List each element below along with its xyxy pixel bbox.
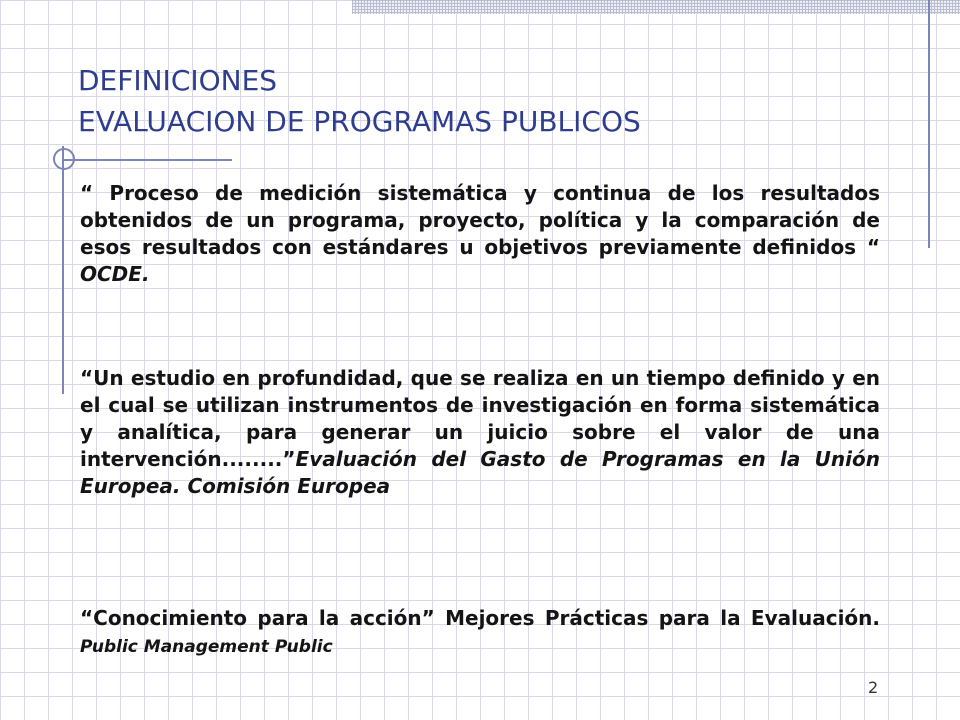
- definition-ocde-text: “ Proceso de medición sistemática y continua de los resultados obtenidos de un programa, proyecto, política y la comparación de esos resultados con estándares u objetivos previamente definidos “: [80, 181, 880, 259]
- decorative-top-band: [352, 0, 960, 14]
- definition-conocimiento-source: Public Management Public: [80, 637, 333, 657]
- definition-comision-europea-source: Evaluación del Gasto de Programas en la Unión Europea. Comisión Europea: [80, 447, 880, 498]
- page-number: 2: [868, 678, 879, 697]
- decorative-title-rule: [62, 159, 232, 161]
- definition-conocimiento: [80, 605, 880, 661]
- decorative-right-rule: [928, 0, 930, 248]
- slide-title: [78, 60, 641, 142]
- decorative-circle-icon: [53, 148, 75, 170]
- definition-comision-europea: [80, 365, 880, 500]
- slide-title-line-1: DEFINICIONES: [78, 64, 278, 97]
- definition-comision-europea-text: “Un estudio en profundidad, que se realiza en un tiempo definido y en el cual se utilizan instrumentos de investigación en forma sistemática y analítica, para generar un juicio sobre el valor de una intervención........”: [80, 366, 880, 471]
- slide-title-line-2: EVALUACION DE PROGRAMAS PUBLICOS: [78, 105, 641, 138]
- definition-ocde: [80, 180, 880, 288]
- definition-conocimiento-text: “Conocimiento para la acción” Mejores Prácticas para la Evaluación.: [80, 606, 880, 630]
- definition-ocde-source: OCDE.: [80, 262, 150, 286]
- decorative-left-rule: [62, 146, 64, 394]
